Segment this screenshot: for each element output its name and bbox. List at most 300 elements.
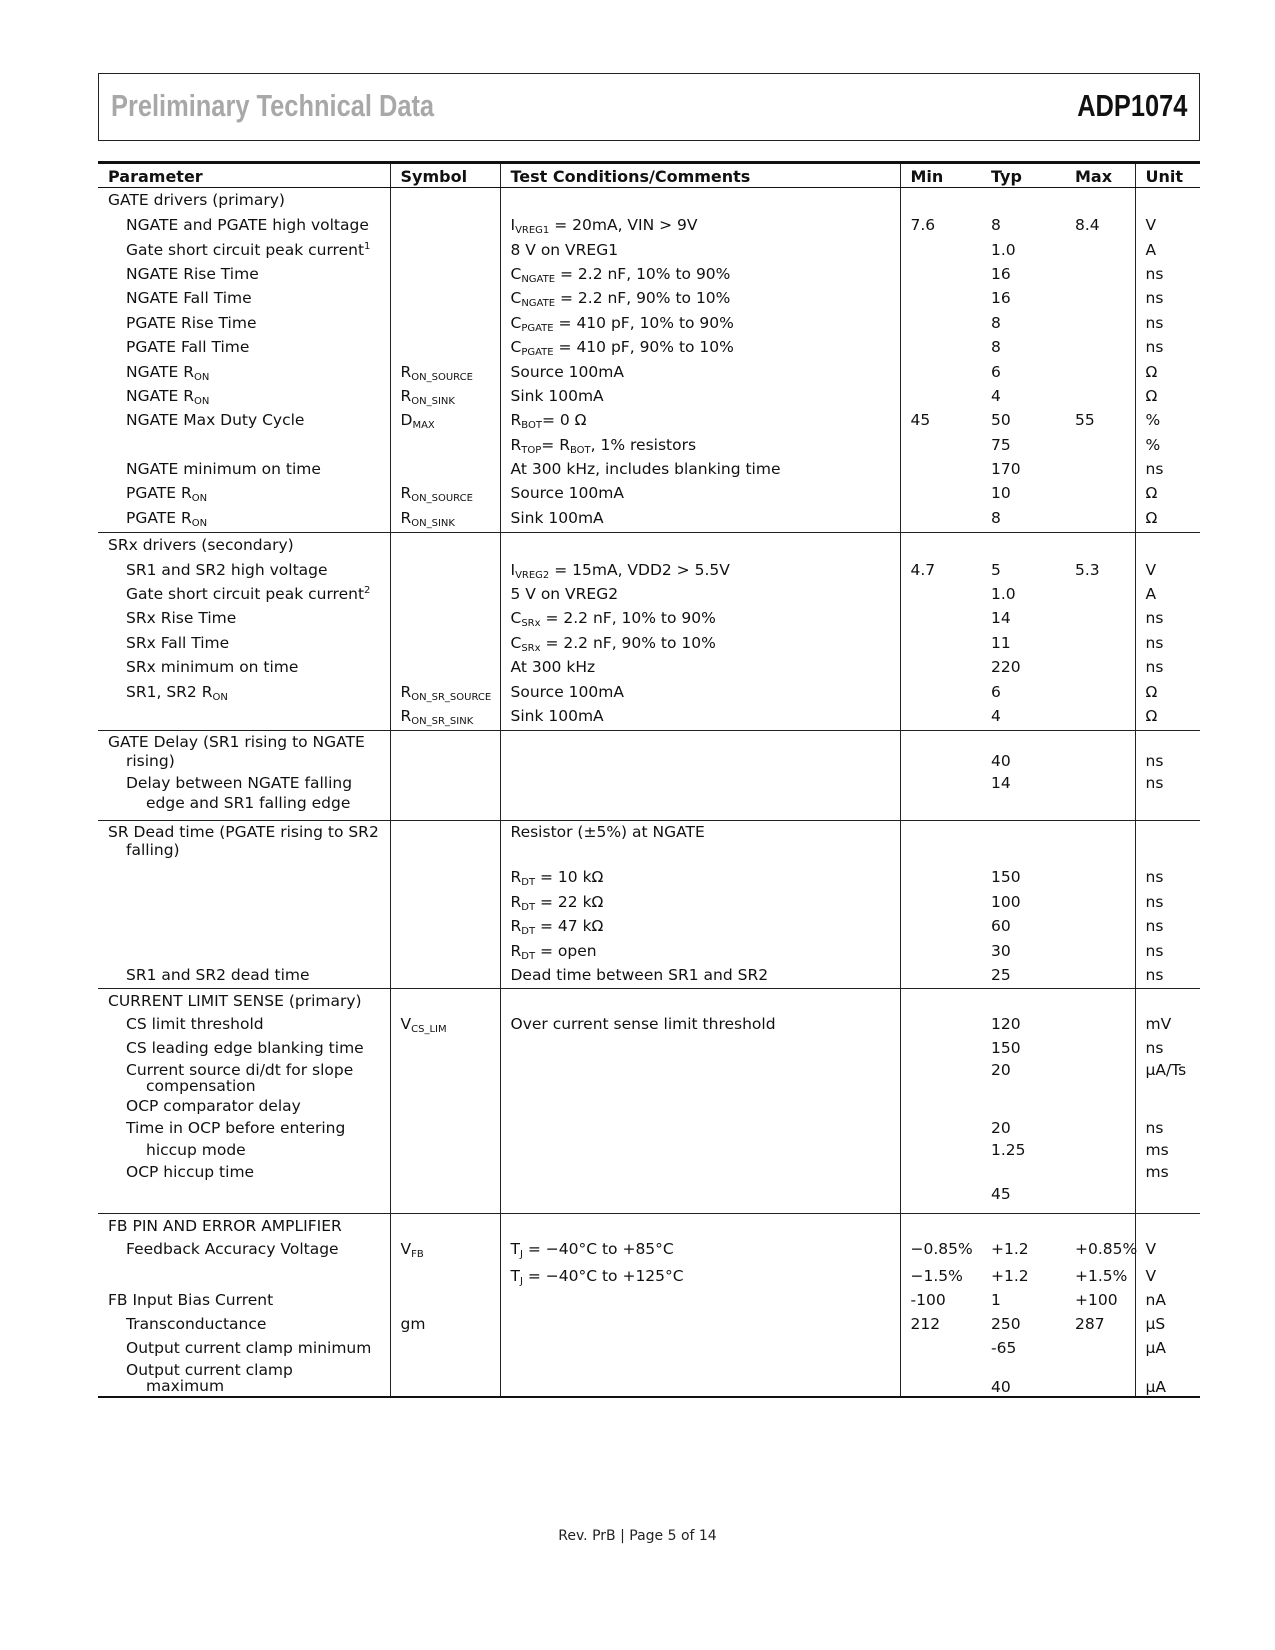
typ-cell [981,1238,1065,1265]
unit-cell [1135,679,1200,703]
unit-value: µA [1145,1338,1166,1357]
table-row [98,359,1200,383]
unit-cell [1135,889,1200,913]
max-cell [1065,456,1135,480]
min-cell [900,962,981,988]
unit-cell [1135,1161,1200,1183]
max-cell [1065,359,1135,383]
typ-value: +1.2 [991,1239,1029,1258]
unit-cell [1135,1037,1200,1059]
symbol-cell [390,1359,500,1397]
typ-cell [981,532,1065,556]
typ-value: 1.25 [991,1141,1026,1160]
conditions-cell [500,703,900,730]
symbol-cell [390,630,500,654]
param-text: SR1, SR2 R [126,682,213,701]
min-cell [900,1183,981,1213]
max-cell [1065,1265,1135,1289]
min-value: -100 [910,1290,946,1309]
conditions-text: At 300 kHz, includes blanking time [510,460,781,479]
max-cell [1065,1161,1135,1183]
table-row [98,773,1200,795]
conditions-cell [500,1337,900,1359]
table-row [98,630,1200,654]
table-row [98,1117,1200,1139]
typ-cell [981,383,1065,407]
conditions-subscript: TOP [521,444,542,456]
param-text: SR1 and SR2 dead time [126,965,310,984]
unit-cell [1135,962,1200,988]
conditions-text: I [510,560,516,579]
conditions-cell [500,1289,900,1313]
unit-cell [1135,820,1200,842]
typ-cell [981,1117,1065,1139]
typ-value: 6 [991,682,1001,701]
conditions-cell [500,557,900,581]
table-row [98,988,1200,1012]
table-row [98,842,1200,864]
conditions-text: = 410 pF, 10% to 90% [553,313,734,332]
unit-value: ns [1145,965,1164,984]
symbol-cell [390,1265,500,1289]
param-cell [98,1117,390,1139]
param-cell [98,557,390,581]
typ-cell [981,654,1065,678]
symbol-cell [390,1313,500,1337]
typ-value: 40 [991,1377,1011,1396]
conditions-cell [500,605,900,629]
section-gate-delay [98,730,1200,820]
max-cell [1065,285,1135,309]
symbol-cell [390,962,500,988]
typ-value: -65 [991,1338,1017,1357]
typ-cell [981,730,1065,753]
param-cell [98,1095,390,1117]
table-row [98,334,1200,358]
typ-cell [981,938,1065,962]
max-cell [1065,1095,1135,1117]
min-cell [900,1161,981,1183]
min-cell [900,795,981,820]
typ-value: +1.2 [991,1266,1029,1285]
param-cell [98,407,390,431]
conditions-subscript: DT [521,877,536,889]
param-cell [98,962,390,988]
symbol-cell [390,432,500,456]
conditions-text: At 300 kHz [510,658,596,677]
symbol-text: R [400,706,412,725]
conditions-cell [500,237,900,261]
typ-cell [981,359,1065,383]
symbol-cell [390,383,500,407]
typ-cell [981,1337,1065,1359]
param-text-continued: hiccup mode [146,1141,246,1160]
table-row [98,285,1200,309]
param-cell [98,334,390,358]
unit-value: nA [1145,1290,1166,1309]
conditions-text: = 20mA, VIN > 9V [549,216,698,235]
min-cell [900,842,981,864]
section-sr-dead-time [98,820,1200,988]
typ-cell [981,913,1065,937]
max-cell [1065,605,1135,629]
max-cell [1065,1139,1135,1161]
conditions-text: = −40°C to +125°C [522,1266,684,1285]
conditions-text: R [510,892,522,911]
typ-value: 5 [991,560,1001,579]
min-cell [900,605,981,629]
table-row [98,383,1200,407]
symbol-cell [390,730,500,753]
param-text: Transconductance [126,1314,267,1333]
min-cell [900,383,981,407]
max-value: 8.4 [1075,216,1100,235]
param-text: NGATE Fall Time [126,289,252,308]
typ-cell [981,456,1065,480]
max-cell [1065,1117,1135,1139]
conditions-cell [500,753,900,773]
specifications-table [98,161,1200,1398]
typ-cell [981,557,1065,581]
conditions-subscript: NGATE [521,298,556,310]
min-value: 7.6 [910,216,936,235]
symbol-text: R [400,362,412,381]
max-cell [1065,1183,1135,1213]
param-text: SR1 and SR2 high voltage [126,560,328,579]
conditions-cell [500,1359,900,1397]
param-subscript: ON [212,691,228,703]
typ-cell [981,505,1065,532]
table-row [98,432,1200,456]
unit-cell [1135,1059,1200,1095]
symbol-cell [390,407,500,431]
max-cell [1065,407,1135,431]
param-text: Gate short circuit peak current [126,240,365,259]
table-row [98,889,1200,913]
min-cell [900,310,981,334]
typ-cell [981,188,1065,212]
param-cell [98,310,390,334]
conditions-text: Over current sense limit threshold [510,1014,776,1033]
conditions-text: = 410 pF, 90% to 10% [553,338,734,357]
unit-cell [1135,212,1200,236]
unit-value: µS [1145,1314,1166,1333]
table-row [98,1013,1200,1037]
max-cell [1065,730,1135,753]
unit-value: ns [1145,609,1164,628]
conditions-subscript: PGATE [521,347,554,359]
param-text: NGATE Rise Time [126,264,259,283]
table-row [98,557,1200,581]
param-text: PGATE Rise Time [126,313,257,332]
typ-value: 10 [991,484,1011,503]
conditions-text: T [510,1239,520,1258]
max-cell [1065,261,1135,285]
table-row [98,1265,1200,1289]
unit-cell [1135,1289,1200,1313]
min-cell [900,532,981,556]
param-cell [98,988,390,1012]
conditions-cell [500,1095,900,1117]
conditions-text: = 47 kΩ [535,917,604,936]
param-cell [98,383,390,407]
min-cell [900,889,981,913]
min-cell [900,703,981,730]
max-value: +0.85% [1075,1239,1138,1258]
conditions-cell [500,1013,900,1037]
param-cell [98,1213,390,1237]
unit-cell [1135,557,1200,581]
typ-cell [981,261,1065,285]
unit-value: Ω [1145,682,1158,701]
unit-value: % [1145,435,1161,454]
typ-value: 20 [991,1060,1011,1079]
typ-value: 8 [991,338,1001,357]
header-part-number: ADP1074 [1076,88,1187,123]
param-cell [98,820,390,842]
typ-value: 50 [991,411,1011,430]
conditions-text: R [510,868,522,887]
col-header-max: Max [1065,163,1135,188]
param-cell [98,630,390,654]
unit-cell [1135,310,1200,334]
conditions-cell [500,864,900,888]
conditions-cell [500,795,900,820]
col-header-typ: Typ [981,163,1065,188]
max-value: 55 [1075,411,1095,430]
max-cell [1065,212,1135,236]
conditions-text: = 2.2 nF, 10% to 90% [555,264,731,283]
max-cell [1065,581,1135,605]
conditions-text: C [510,264,522,283]
table-row [98,480,1200,504]
typ-cell [981,1359,1065,1397]
typ-value: 60 [991,917,1011,936]
conditions-cell [500,456,900,480]
param-text: PGATE Fall Time [126,338,250,357]
typ-value: 75 [991,435,1011,454]
param-cell [98,581,390,605]
table-row [98,753,1200,773]
param-text: SRx Rise Time [126,609,237,628]
section-srx-drivers [98,532,1200,730]
param-cell [98,1183,390,1213]
conditions-text: = 22 kΩ [535,892,604,911]
symbol-cell [390,703,500,730]
param-text: Gate short circuit peak current [126,585,365,604]
symbol-subscript: ON_SOURCE [411,493,473,505]
conditions-text: = open [535,941,597,960]
unit-cell [1135,237,1200,261]
page-footer: Rev. PrB | Page 5 of 14 [558,1528,717,1544]
max-cell [1065,334,1135,358]
conditions-cell [500,359,900,383]
typ-value: 250 [991,1314,1021,1333]
symbol-cell [390,842,500,864]
unit-cell [1135,1337,1200,1359]
conditions-cell [500,432,900,456]
max-cell [1065,654,1135,678]
typ-cell [981,889,1065,913]
unit-cell [1135,334,1200,358]
param-cell [98,654,390,678]
min-cell [900,432,981,456]
symbol-cell [390,1238,500,1265]
unit-cell [1135,1095,1200,1117]
max-cell [1065,557,1135,581]
conditions-cell [500,532,900,556]
min-value: 212 [910,1314,941,1333]
symbol-cell [390,795,500,820]
table-row [98,1139,1200,1161]
section-fb-error-amp [98,1213,1200,1396]
table-row [98,938,1200,962]
symbol-cell [390,605,500,629]
param-text: Output current clamp [126,1360,293,1379]
typ-value: 6 [991,362,1001,381]
symbol-cell [390,1183,500,1213]
typ-value: 150 [991,1038,1021,1057]
section-title: FB PIN AND ERROR AMPLIFIER [108,1216,342,1235]
conditions-text: = 15mA, VDD2 > 5.5V [549,560,730,579]
typ-cell [981,1139,1065,1161]
table-row [98,1095,1200,1117]
min-cell [900,1059,981,1095]
conditions-subscript: BOT [569,444,591,456]
param-cell [98,237,390,261]
unit-value: ns [1145,633,1164,652]
typ-cell [981,820,1065,842]
conditions-cell [500,1313,900,1337]
typ-cell [981,407,1065,431]
max-cell [1065,1037,1135,1059]
param-cell [98,679,390,703]
table-row [98,261,1200,285]
unit-cell [1135,480,1200,504]
conditions-cell [500,842,900,864]
typ-cell [981,703,1065,730]
conditions-cell [500,505,900,532]
param-cell [98,505,390,532]
conditions-subscript: BOT [521,420,542,432]
conditions-text: T [510,1266,520,1285]
param-cell [98,1337,390,1359]
typ-value: 1 [991,1290,1001,1309]
max-cell [1065,988,1135,1012]
conditions-cell [500,938,900,962]
param-cell [98,1238,390,1265]
unit-value: A [1145,240,1157,259]
symbol-cell [390,1337,500,1359]
conditions-text: Sink 100mA [510,386,604,405]
symbol-cell [390,1059,500,1095]
col-header-parameter: Parameter [98,163,390,188]
min-cell [900,581,981,605]
symbol-cell [390,773,500,795]
typ-value: 120 [991,1014,1021,1033]
typ-cell [981,1183,1065,1213]
conditions-text: R [510,941,522,960]
symbol-text: R [400,508,412,527]
min-cell [900,938,981,962]
table-row [98,310,1200,334]
unit-cell [1135,605,1200,629]
conditions-text: 5 V on VREG2 [510,585,619,604]
conditions-cell [500,988,900,1012]
unit-value: ns [1145,941,1164,960]
conditions-text: Dead time between SR1 and SR2 [510,965,769,984]
col-header-conditions: Test Conditions/Comments [500,163,900,188]
typ-value: 25 [991,965,1011,984]
table-row [98,237,1200,261]
table-row [98,1037,1200,1059]
max-cell [1065,1213,1135,1237]
unit-value: µA/Ts [1145,1060,1187,1079]
typ-cell [981,285,1065,309]
min-cell [900,456,981,480]
conditions-cell [500,962,900,988]
conditions-text: Resistor (±5%) at NGATE [510,822,705,841]
unit-value: Ω [1145,386,1158,405]
param-cell [98,456,390,480]
param-text-continued: compensation [146,1077,256,1096]
typ-value: 100 [991,892,1021,911]
table-row [98,913,1200,937]
param-cell [98,703,390,730]
unit-value: ns [1145,460,1164,479]
max-cell [1065,679,1135,703]
typ-cell [981,630,1065,654]
max-cell [1065,480,1135,504]
table-row [98,1289,1200,1313]
typ-cell [981,1059,1065,1095]
param-subscript: ON [191,493,208,505]
unit-cell [1135,1238,1200,1265]
symbol-text: R [400,386,412,405]
unit-cell [1135,581,1200,605]
typ-cell [981,1037,1065,1059]
min-cell [900,407,981,431]
unit-cell [1135,1313,1200,1337]
section-title-continued: rising) [126,752,175,771]
conditions-text: I [510,216,516,235]
conditions-cell [500,310,900,334]
param-cell [98,889,390,913]
min-value: 45 [910,411,931,430]
unit-cell [1135,407,1200,431]
symbol-cell [390,820,500,842]
max-cell [1065,773,1135,795]
table-row [98,1213,1200,1237]
conditions-subscript: VREG2 [515,569,550,581]
conditions-cell [500,1037,900,1059]
conditions-cell [500,383,900,407]
param-text: Delay between NGATE falling [126,774,353,793]
table-row [98,605,1200,629]
unit-cell [1135,383,1200,407]
table-row [98,532,1200,556]
max-cell [1065,1337,1135,1359]
param-cell [98,261,390,285]
conditions-text: = 2.2 nF, 10% to 90% [540,609,716,628]
unit-cell [1135,285,1200,309]
typ-cell [981,753,1065,773]
section-title-continued: falling) [126,841,180,860]
max-cell [1065,188,1135,212]
param-cell [98,795,390,820]
param-cell [98,842,390,864]
unit-value: ns [1145,289,1164,308]
